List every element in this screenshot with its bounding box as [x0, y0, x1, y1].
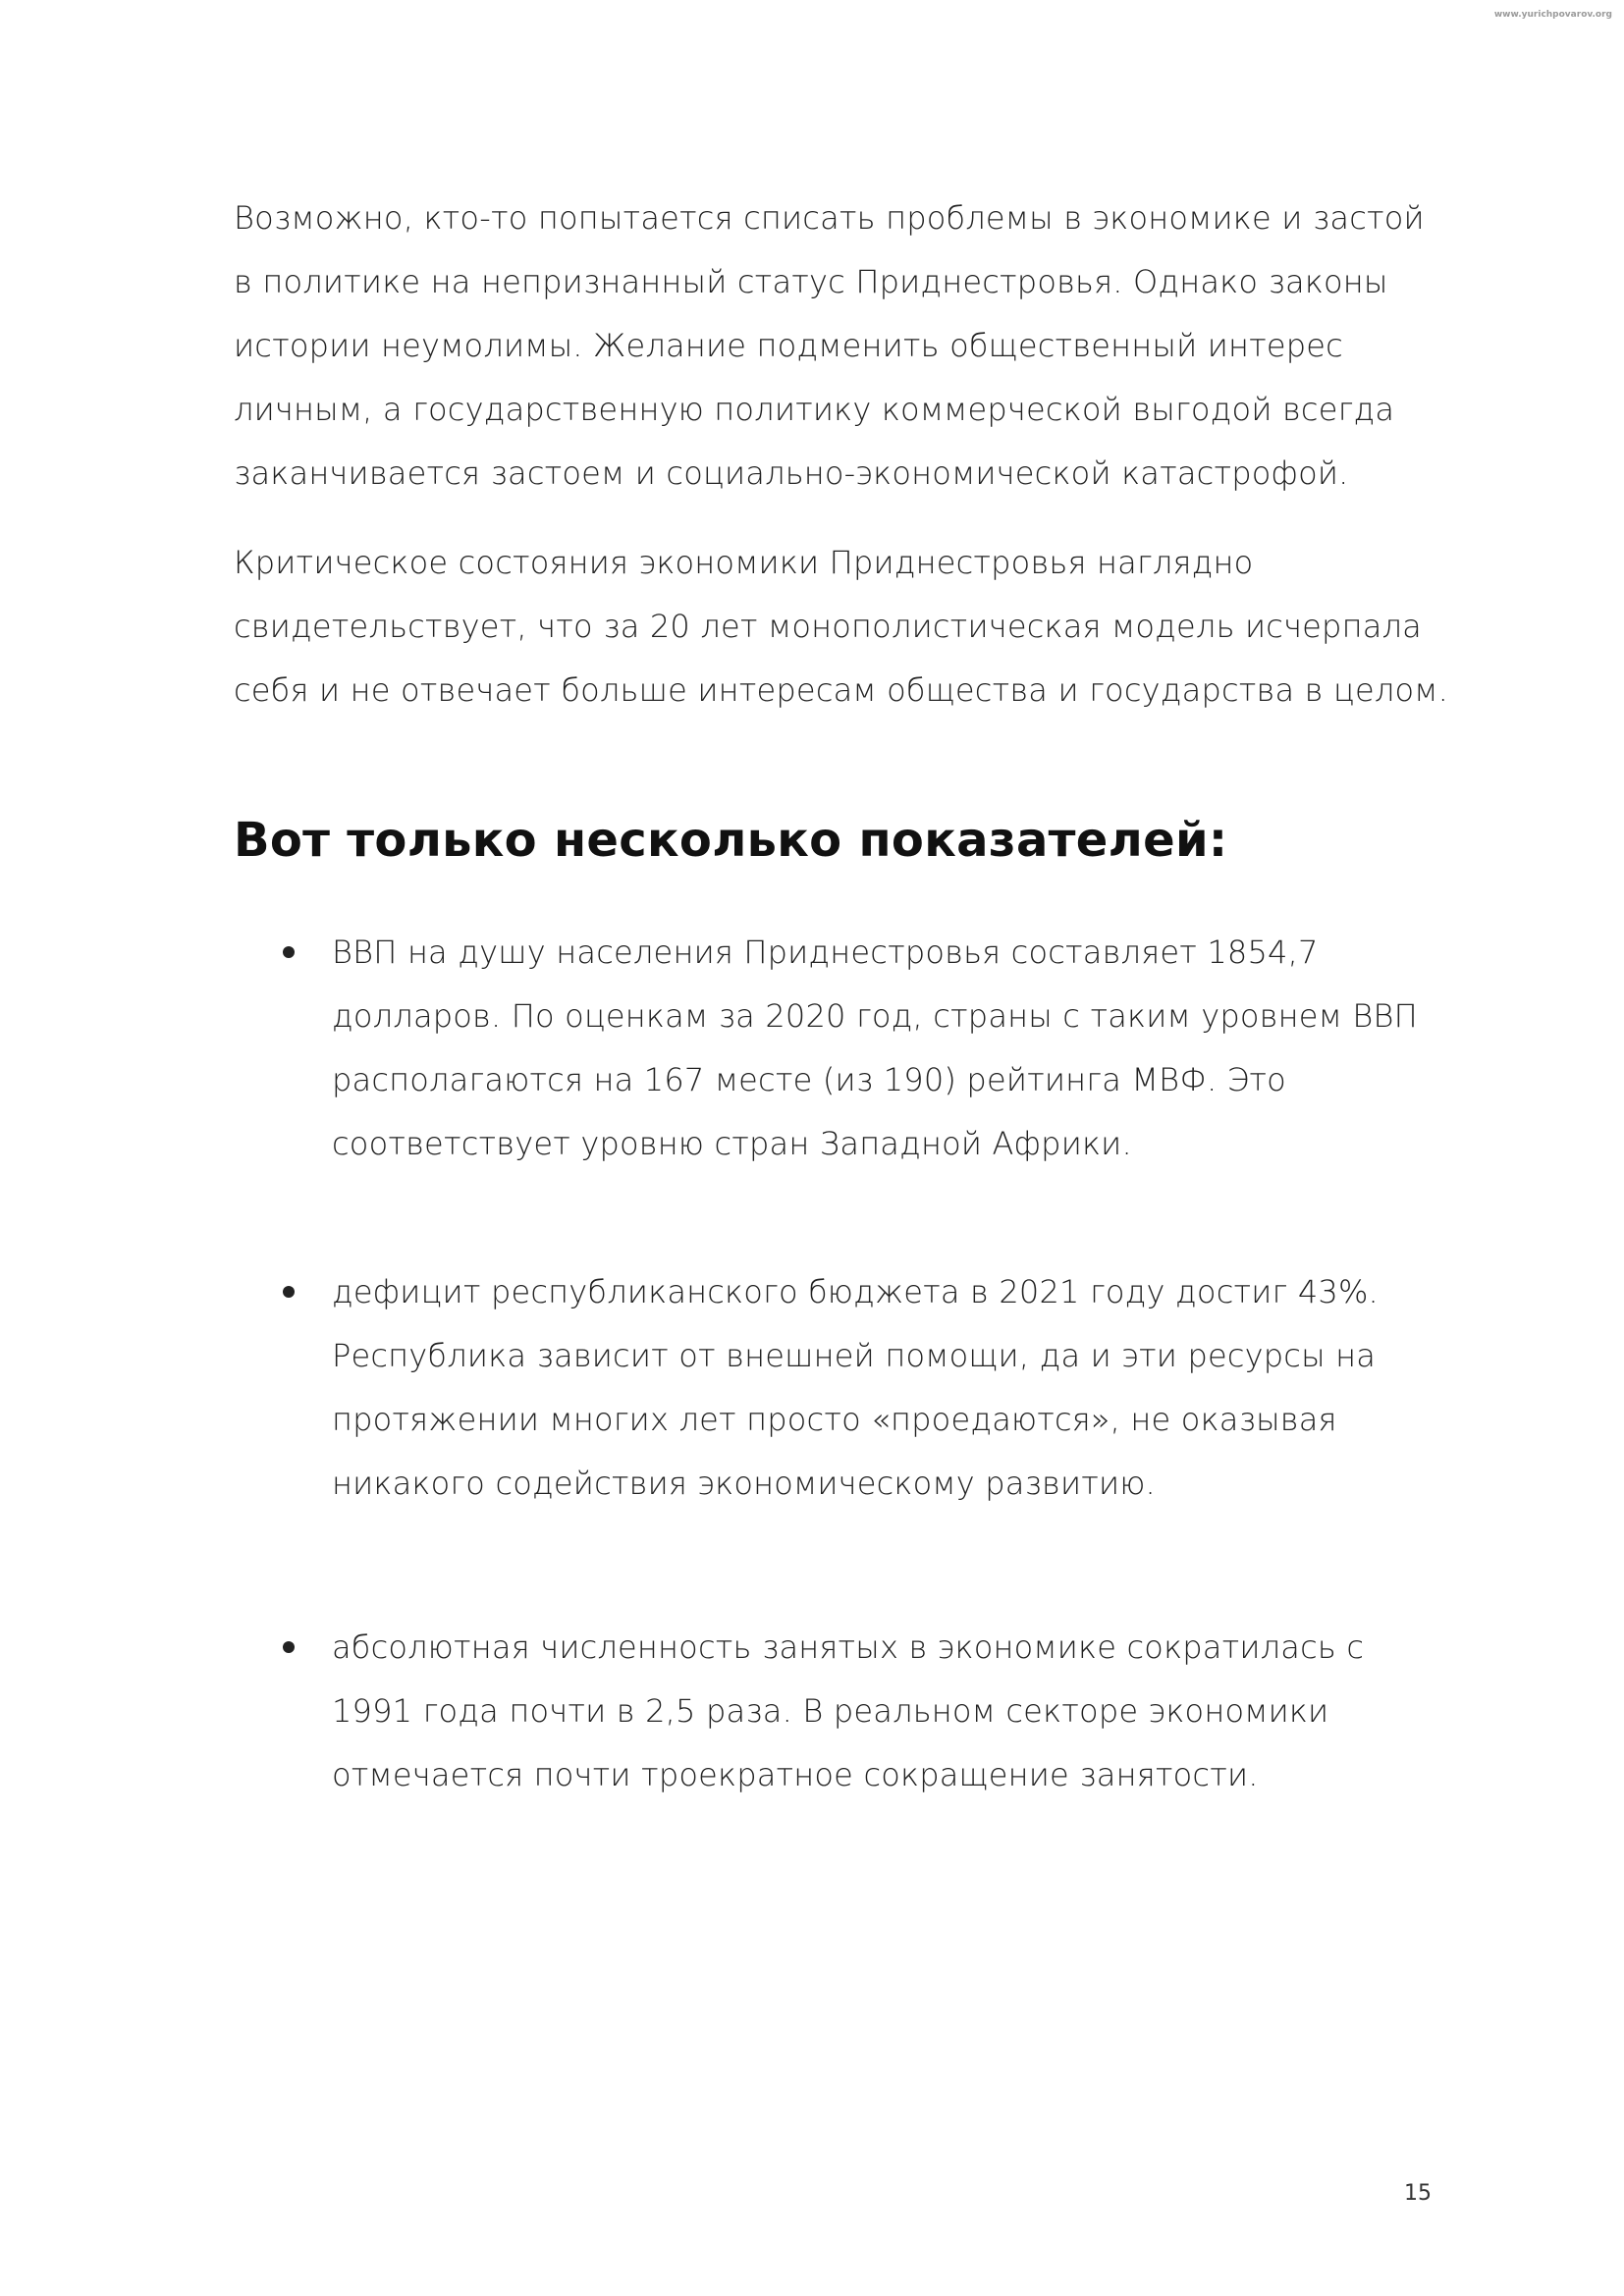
list-item-text: абсолютная численность занятых в экономике сократилась с 1991 года почти в 2,5 раза. В реальном секторе экономики отмечается почти троекратное сокращение занятости.	[332, 1629, 1365, 1793]
list-item-text: дефицит республиканского бюджета в 2021 году достиг 43%. Республика зависит от внешней помощи, да и эти ресурсы на протяжении многих лет просто «проедаются», не оказывая никакого содействия экономическому развитию.	[332, 1273, 1379, 1502]
list-item-text: ВВП на душу населения Приднестровья составляет 1854,7 долларов. По оценкам за 2020 год, страны с таким уровнем ВВП располагаются на 167 месте (из 190) рейтинга МВФ. Это соответствует уровню стран Западной Африки.	[332, 934, 1418, 1162]
section-heading: Вот только несколько показателей:	[234, 813, 1228, 868]
paragraph-1: Возможно, кто-то попытается списать проблемы в экономике и застой в политике на непризнанный статус Приднестровья. Однако законы истории неумолимы. Желание подменить общественный интерес личным, а государственную политику коммерческой выгодой всегда заканчивается застоем и социально-экономической катастрофой.	[234, 199, 1425, 492]
watermark: www.yurichpovarov.org	[1493, 10, 1612, 20]
page-content	[234, 187, 1451, 1807]
bullet-icon	[283, 1286, 295, 1298]
bullet-icon	[283, 946, 295, 958]
bullet-icon	[283, 1641, 295, 1653]
page-number: 15	[1404, 2181, 1432, 2206]
indicator-list	[234, 921, 1451, 1807]
paragraph-2: Критическое состояния экономики Приднестровья наглядно свидетельствует, что за 20 лет монополистическая модель исчерпала себя и не отвечает больше интересам общества и государства в целом.	[234, 544, 1448, 709]
list-item	[234, 1616, 1451, 1807]
list-item	[234, 1260, 1451, 1516]
list-item	[234, 921, 1451, 1176]
